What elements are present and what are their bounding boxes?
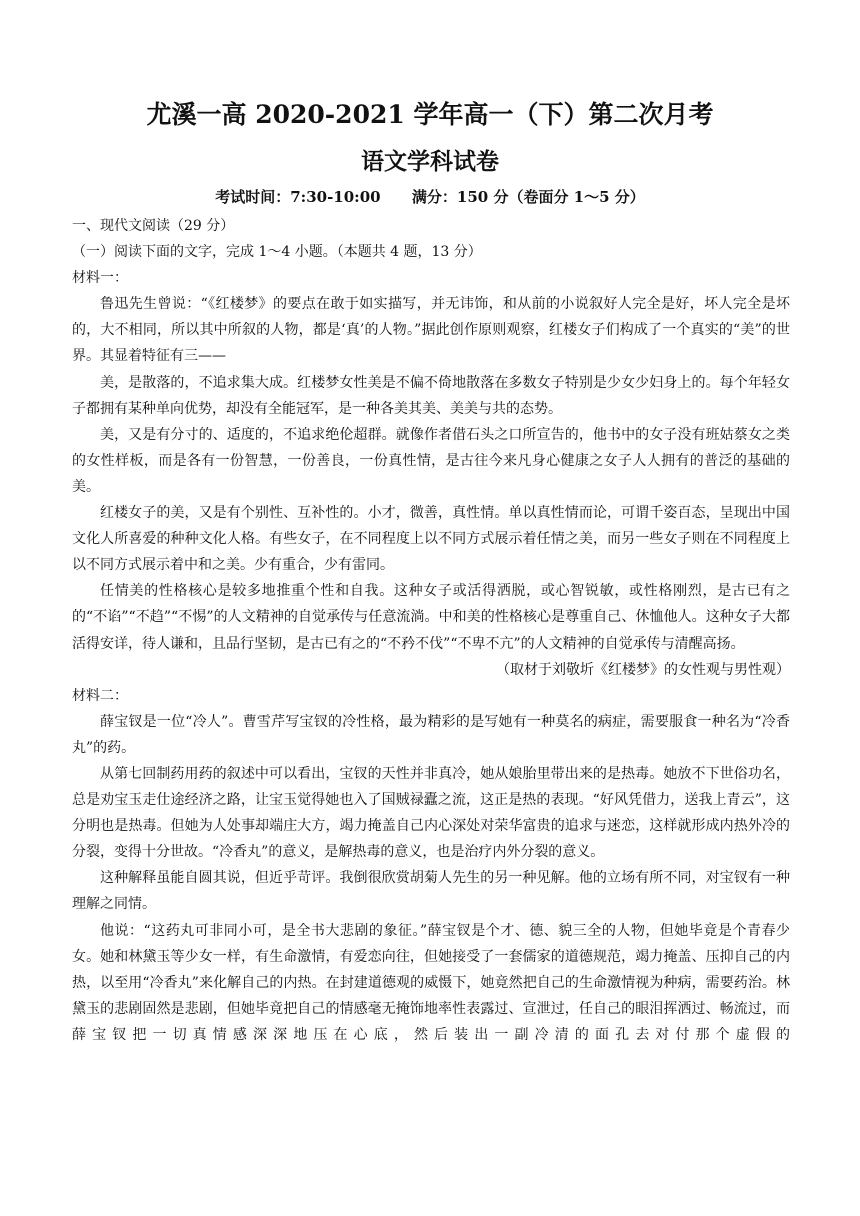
exam-subtitle: 语文学科试卷 [361, 148, 499, 175]
material-one-paragraph: 任情美的性格核心是较多地推重个性和自我。这种女子或活得洒脱，或心智锐敏，或性格刚烈，是古已有之的“不谄”“不趋”“不惕”的人文精神的自觉承传与任意流淌。中和美的性格核心是尊重自己、休恤他人。这种女子大都活得安详，待人谦和，且品行坚韧，是古已有之的“不矜不伐”“不卑不亢”的人文精神的自觉承传与清醒高扬。 [72, 583, 790, 652]
section-subheading: （一）阅读下面的文字，完成 1～4 小题。（本题共 4 题，13 分） [72, 244, 482, 261]
material-one-paragraph: 美，又是有分寸的、适度的，不追求绝伦超群。就像作者借石头之口所宣告的，他书中的女子没有班姑蔡女之类的女性样板，而是各有一份智慧，一份善良，一份真性情，是古往今来凡身心健康之女子人人拥有的普泛的基础的美。 [72, 426, 790, 495]
material-one-paragraph: 美，是散落的，不追求集大成。红楼梦女性美是不偏不倚地散落在多数女子特别是少女少妇身上的。每个年轻女子都拥有某种单向优势，却没有全能冠军，是一种各美其美、美美与共的态势。 [72, 374, 790, 417]
exam-info: 考试时间：7:30-10:00 满分：150 分（卷面分 1～5 分） [215, 188, 645, 206]
material-one-label: 材料一： [72, 270, 128, 287]
material-one-paragraph: 红楼女子的美，又是有个别性、互补性的。小才，微善，真性情。单以真性情而论，可谓千姿百态，呈现出中国文化人所喜爱的种种文化人格。有些女子，在不同程度上以不同方式展示着任情之美，而另一些女子则在不同程度上以不同方式展示着中和之美。少有重合，少有雷同。 [72, 505, 790, 574]
material-two-paragraph: 这种解释虽能自圆其说，但近乎苛评。我倒很欣赏胡菊人先生的另一种见解。他的立场有所不同，对宝钗有一种理解之同情。 [72, 870, 790, 913]
material-one-source: （取材于刘敬圻《红楼梦》的女性观与男性观） [496, 661, 790, 678]
material-one-paragraph: 鲁迅先生曾说：“《红楼梦》的要点在敢于如实描写，并无讳饰，和从前的小说叙好人完全是好，坏人完全是坏的，大不相同，所以其中所叙的人物，都是‘真’的人物。”据此创作原则观察，红楼女子们构成了一个真实的“美”的世界。其显着特征有三—— [72, 296, 790, 365]
material-two-label: 材料二： [72, 687, 128, 704]
material-two-paragraph: 他说：“这药丸可非同小可，是全书大悲剧的象征。”薛宝钗是个才、德、貌三全的人物，但她毕竟是个青春少女。她和林黛玉等少女一样，有生命激情，有爱恋向往，但她接受了一套儒家的道德规范，竭力掩盖、压抑自己的内热，以至用“冷香丸”来化解自己的内热。在封建道德观的威慑下，她竟然把自己的生命激情视为种病，需要药治。林黛玉的悲剧固然是悲剧，但她毕竟把自己的情感毫无掩饰地率性表露过、宣泄过，任自己的眼泪挥洒过、畅流过，而薛宝钗把一切真情感深深地压在心底，然后装出一副冷清的面孔去对付那个虚假的 [72, 922, 790, 1043]
material-two-paragraph: 薛宝钗是一位“冷人”。曹雪芹写宝钗的冷性格，最为精彩的是写她有一种莫名的病症，需要服食一种名为“冷香丸”的药。 [72, 713, 790, 756]
section-heading: 一、现代文阅读（29 分） [72, 218, 235, 234]
exam-title: 尤溪一高 2020-2021 学年高一（下）第二次月考 [146, 100, 714, 129]
material-two-paragraph: 从第七回制药用药的叙述中可以看出，宝钗的天性并非真冷，她从娘胎里带出来的是热毒。她放不下世俗功名，总是劝宝玉走仕途经济之路，让宝玉觉得她也入了国贼禄蠹之流，这正是热的表现。“好风凭借力，送我上青云”，这分明也是热毒。但她为人处事却端庄大方，竭力掩盖自己内心深处对荣华富贵的追求与迷恋，这样就形成内热外冷的分裂，变得十分世故。“冷香丸”的意义，是解热毒的意义，也是治疗内外分裂的意义。 [72, 765, 790, 861]
exam-body [72, 213, 790, 1048]
